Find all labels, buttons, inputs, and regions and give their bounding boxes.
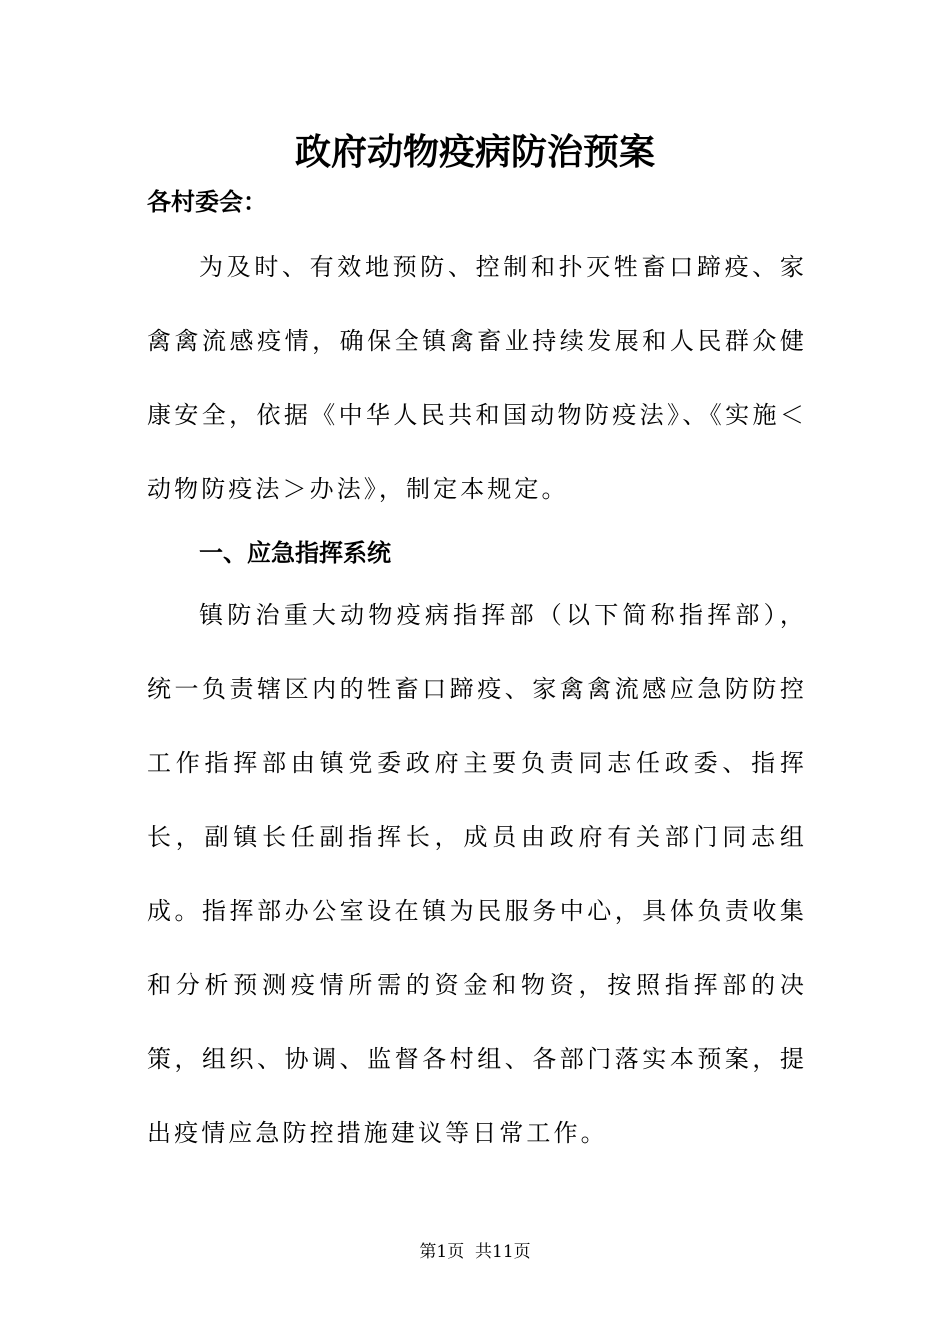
page-suffix: 页	[513, 1242, 531, 1262]
salutation: 各村委会：	[147, 188, 267, 216]
page-current: 1	[436, 1242, 448, 1262]
page-total: 11	[492, 1242, 514, 1262]
section-heading: 一、应急指挥系统	[199, 539, 391, 567]
page-mid: 页 共	[447, 1242, 492, 1262]
paragraph-command-system: 镇防治重大动物疫病指挥部（以下简称指挥部），统一负责辖区内的牲畜口蹄疫、家禽禽流感应急防防控工作指挥部由镇党委政府主要负责同志任政委、指挥长，副镇长任副指挥长，成员由政府有关部门同志组成。指挥部办公室设在镇为民服务中心，具体负责收集和分析预测疫情所需的资金和物资，按照指挥部的决策，组织、协调、监督各村组、各部门落实本预案，提出疫情应急防控措施建议等日常工作。	[147, 601, 807, 1147]
document-title: 政府动物疫病防治预案	[294, 131, 655, 173]
page-footer	[0, 1240, 950, 1264]
page-prefix: 第	[419, 1242, 437, 1262]
paragraph-intro: 为及时、有效地预防、控制和扑灭牲畜口蹄疫、家禽禽流感疫情，确保全镇禽畜业持续发展和人民群众健康安全，依据《中华人民共和国动物防疫法》、《实施＜动物防疫法＞办法》，制定本规定。	[147, 253, 807, 503]
